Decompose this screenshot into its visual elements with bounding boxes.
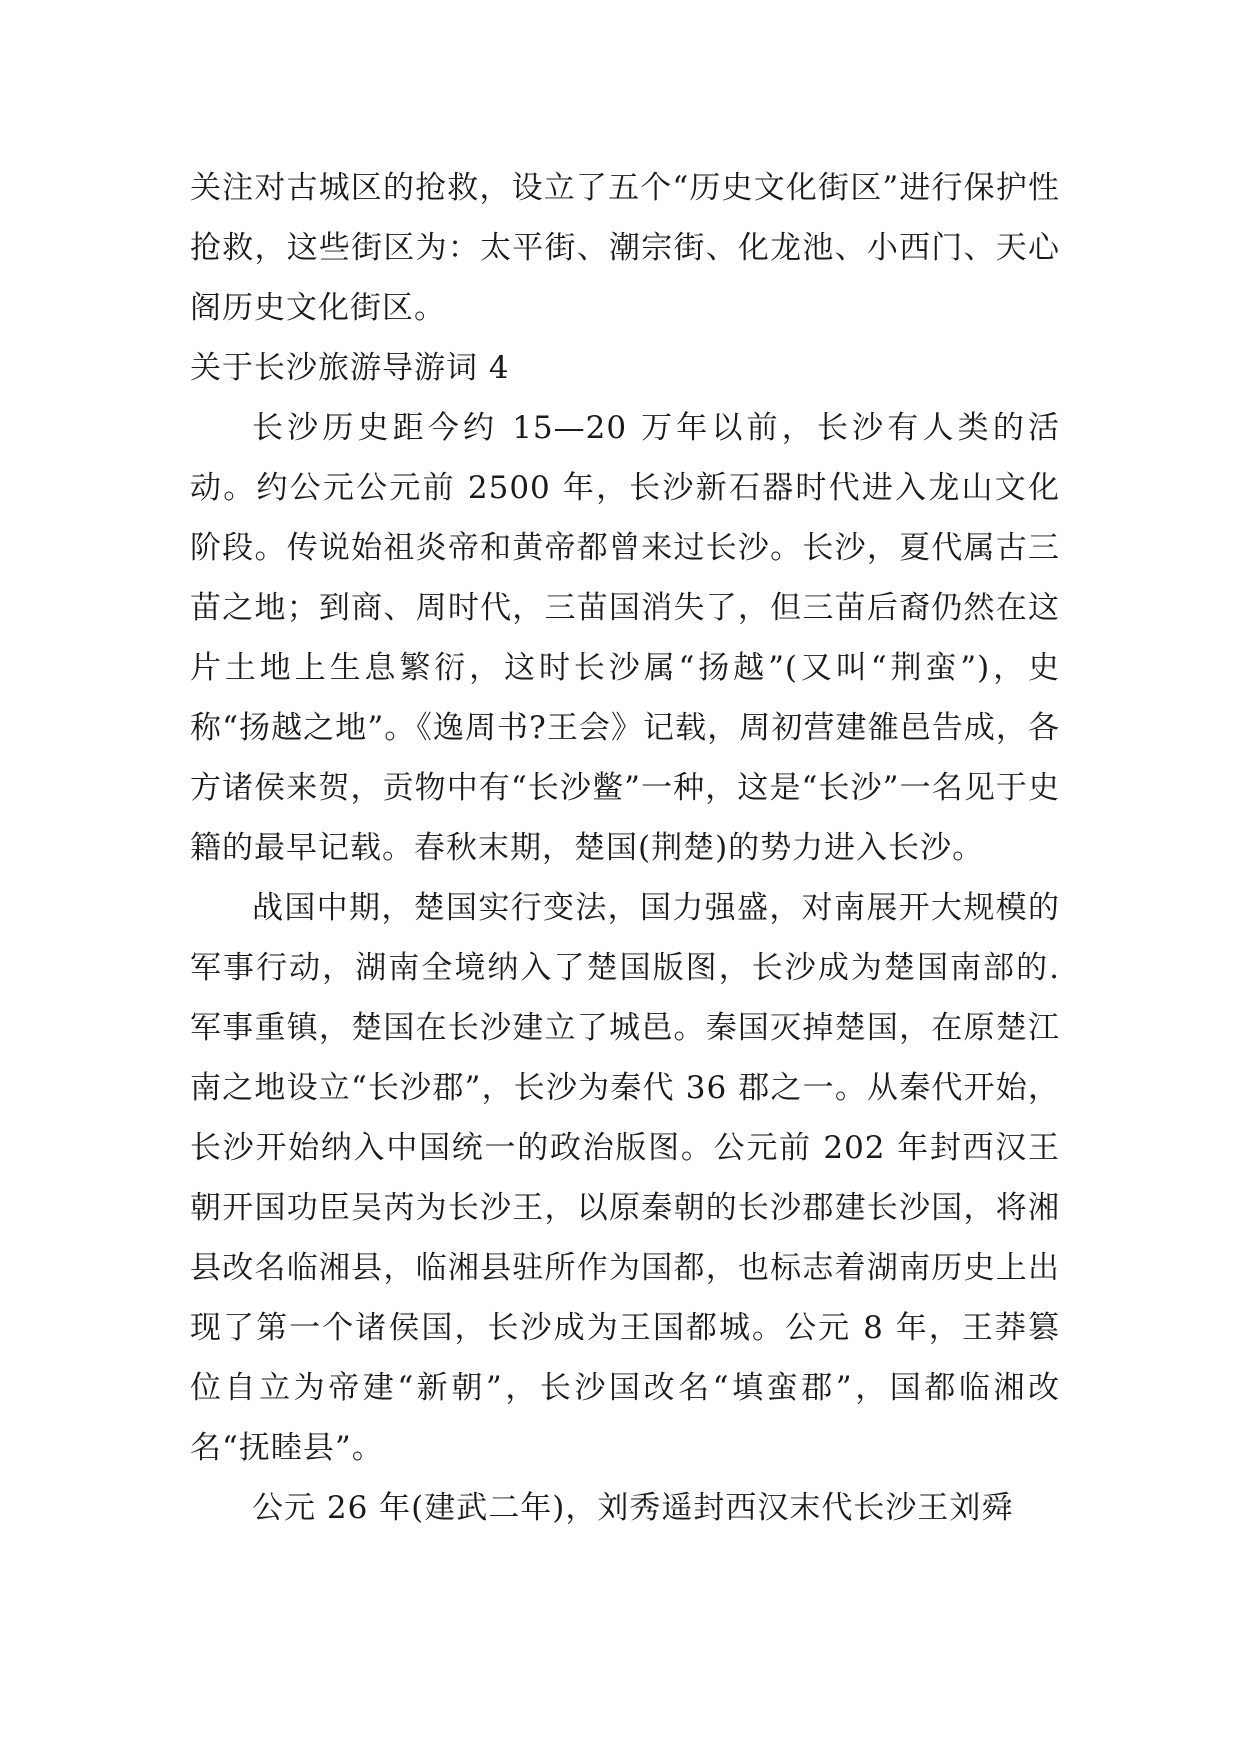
document-body bbox=[190, 158, 1060, 1538]
paragraph-2: 战国中期，楚国实行变法，国力强盛，对南展开大规模的军事行动，湖南全境纳入了楚国版图，长沙成为楚国南部的.军事重镇，楚国在长沙建立了城邑。秦国灭掉楚国，在原楚江南之地设立“长沙郡”，长沙为秦代 36 郡之一。从秦代开始，长沙开始纳入中国统一的政治版图。公元前 202 年封西汉王朝开国功臣吴芮为长沙王，以原秦朝的长沙郡建长沙国，将湘县改名临湘县，临湘县驻所作为国都，也标志着湖南历史上出现了第一个诸侯国，长沙成为王国都城。公元 8 年，王莽篡位自立为帝建“新朝”，长沙国改名“填蛮郡”，国都临湘改名“抚睦县”。 bbox=[190, 890, 1060, 1466]
section-title: 关于长沙旅游导游词 4 bbox=[190, 350, 510, 386]
paragraph-3: 公元 26 年(建武二年)，刘秀遥封西汉末代长沙王刘舜 bbox=[252, 1490, 1014, 1526]
continued-paragraph: 关注对古城区的抢救，设立了五个“历史文化街区”进行保护性抢救，这些街区为：太平街、潮宗街、化龙池、小西门、天心阁历史文化街区。 bbox=[190, 170, 1060, 326]
paragraph-1: 长沙历史距今约 15—20 万年以前，长沙有人类的活动。约公元公元前 2500 年，长沙新石器时代进入龙山文化阶段。传说始祖炎帝和黄帝都曾来过长沙。长沙，夏代属古三苗之地；到商、周时代，三苗国消失了，但三苗后裔仍然在这片土地上生息繁衍，这时长沙属“扬越”(又叫“荆蛮”)，史称“扬越之地”。《逸周书?王会》记载，周初营建雒邑告成，各方诸侯来贺，贡物中有“长沙鳖”一种，这是“长沙”一名见于史籍的最早记载。春秋末期，楚国(荆楚)的势力进入长沙。 bbox=[190, 410, 1060, 866]
